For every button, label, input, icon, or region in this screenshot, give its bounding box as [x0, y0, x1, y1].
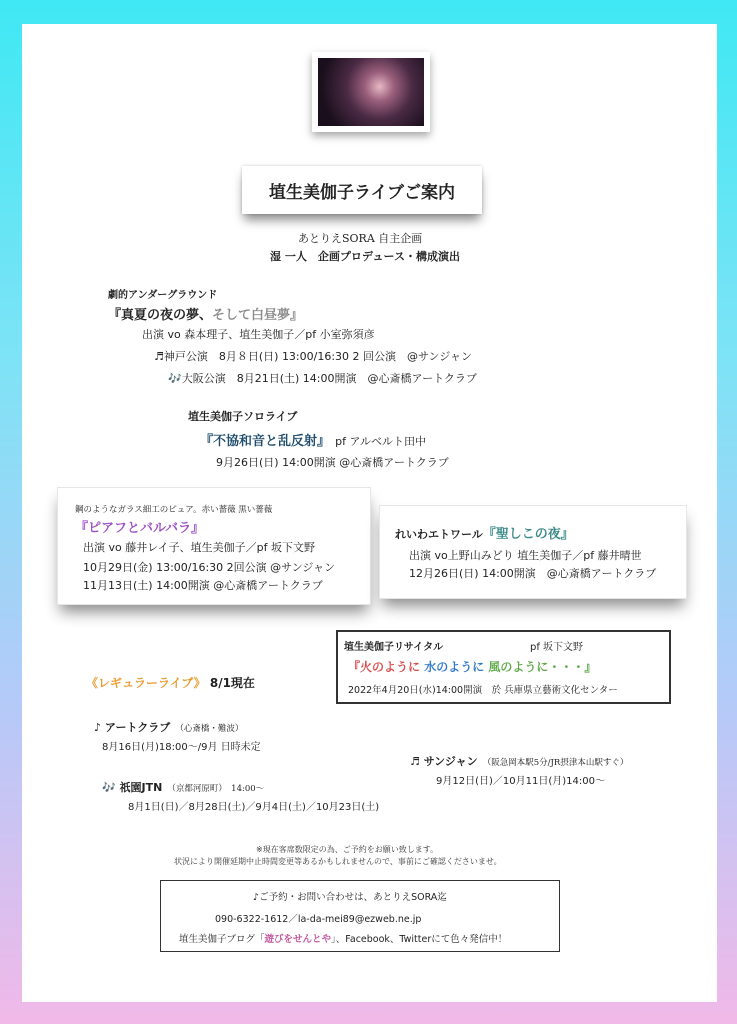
drama-osaka: 🎶大阪公演 8月21日(土) 14:00開演 @心斎橋アートクラブ: [168, 372, 477, 385]
regular-heading: [86, 674, 255, 691]
solo-pf: pf アルベルト田中: [335, 435, 427, 448]
sanjan-heading: [410, 750, 628, 769]
drama-title-main: 『真夏の夜の夢、: [108, 308, 213, 323]
drama-cast: 出演 vo 森本理子、埴生美伽子／pf 小室弥須彦: [142, 328, 375, 341]
jtn-name: 🎶 祇園JTN: [102, 781, 163, 794]
recital-title: [348, 658, 596, 675]
blog-name: 遊びをせんとや: [264, 934, 332, 945]
recital-title-wind: 風のように・・・』: [488, 660, 597, 674]
etoile-cast: 出演 vo上野山みどり 埴生美伽子／pf 藤井晴世: [409, 549, 642, 562]
sanjan-place: （阪急岡本駅5分/JR摂津本山駅すぐ）: [482, 758, 629, 768]
piaf-date1: 10月29日(金) 13:00/16:30 2回公演 @サンジャン: [83, 561, 336, 574]
jtn-dates: 8月1日(日)／8月28日(土)／9月4日(土)／10月23日(土): [128, 802, 380, 813]
recital-label: 埴生美伽子リサイタル: [344, 642, 444, 653]
organizer-line2: 湿 一人 企画プロデュース・構成演出: [270, 250, 460, 263]
piaf-cast: 出演 vo 藤井レイ子、埴生美伽子／pf 坂下文野: [83, 541, 316, 554]
contact-line2: 090-6322-1612／la-da-mei89@ezweb.ne.jp: [215, 914, 422, 925]
drama-kobe: ♬神戸公演 8月８日(日) 13:00/16:30 2 回公演 @サンジャン: [154, 350, 472, 363]
contact-box: [160, 880, 560, 952]
piaf-tagline: 鋼のようなガラス細工のピュア。赤い薔薇 黒い薔薇: [75, 505, 273, 515]
contact-line1: ♪ご予約・お問い合わせは、あとりえSORA迄: [253, 892, 447, 903]
etoile-date: 12月26日(日) 14:00開演 @心斎橋アートクラブ: [409, 567, 657, 580]
organizer-line1: あとりえSORA 自主企画: [298, 232, 423, 245]
drama-title-sub: そして白昼夢』: [212, 308, 304, 323]
sanjan-name: ♬ サンジャン: [410, 755, 478, 768]
sanjan-dates: 9月12日(日)／10月11日(月)14:00～: [436, 776, 605, 787]
drama-title: [108, 304, 303, 323]
artclub-name: ♪ アートクラブ: [94, 721, 171, 734]
notice-line2: 状況により開催延期中止時間変更等あるかもしれませんので、事前にご確認くださいませ。: [174, 857, 502, 866]
etoile-title: 『聖しこの夜』: [482, 527, 574, 542]
jtn-place: （京都河原町） 14:00～: [167, 784, 265, 794]
etoile-card: [380, 506, 686, 598]
drama-label: 劇的アンダーグラウンド: [108, 290, 218, 301]
recital-date: 2022年4月20日(水)14:00開演 於 兵庫県立藝術文化センター: [348, 685, 618, 696]
recital-pf: pf 坂下文野: [530, 642, 584, 653]
artclub-place: （心斎橋・難波）: [175, 724, 244, 734]
recital-title-water: 水のように: [424, 660, 485, 674]
recital-title-fire: 『火のように: [348, 660, 421, 674]
contact-line3: [179, 931, 507, 945]
notice-line1: ※現在客席数限定の為、ご予約をお願い致します。: [256, 845, 439, 854]
recital-box: [336, 630, 671, 704]
regular-asof: 8/1現在: [209, 676, 255, 690]
solo-label: 埴生美伽子ソロライブ: [188, 410, 298, 423]
blog-prefix: 埴生美伽子ブログ「: [179, 934, 265, 945]
solo-date: 9月26日(日) 14:00開演 @心斎橋アートクラブ: [216, 456, 449, 469]
performer-image: [318, 58, 424, 126]
jtn-heading: [102, 776, 264, 795]
regular-label: 《レギュラーライブ》: [86, 676, 206, 690]
solo-title: 『不協和音と乱反射』: [200, 434, 331, 449]
etoile-label: れいわエトワール: [395, 528, 483, 541]
artclub-dates: 8月16日(月)18:00～/9月 日時未定: [102, 742, 261, 753]
etoile-title-line: [395, 523, 574, 542]
solo-title-line: [200, 430, 426, 449]
blog-suffix: 」、Facebook、Twitterにて色々発信中！: [331, 934, 508, 945]
artclub-heading: [94, 716, 243, 735]
performer-photo: [312, 52, 430, 132]
flyer-page: [22, 24, 717, 1002]
piaf-title: 『ピアフとバルバラ』: [75, 521, 205, 536]
piaf-date2: 11月13日(土) 14:00開演 @心斎橋アートクラブ: [83, 579, 323, 592]
piaf-card: [58, 488, 370, 604]
page-title: 埴生美伽子ライブご案内: [242, 166, 482, 214]
